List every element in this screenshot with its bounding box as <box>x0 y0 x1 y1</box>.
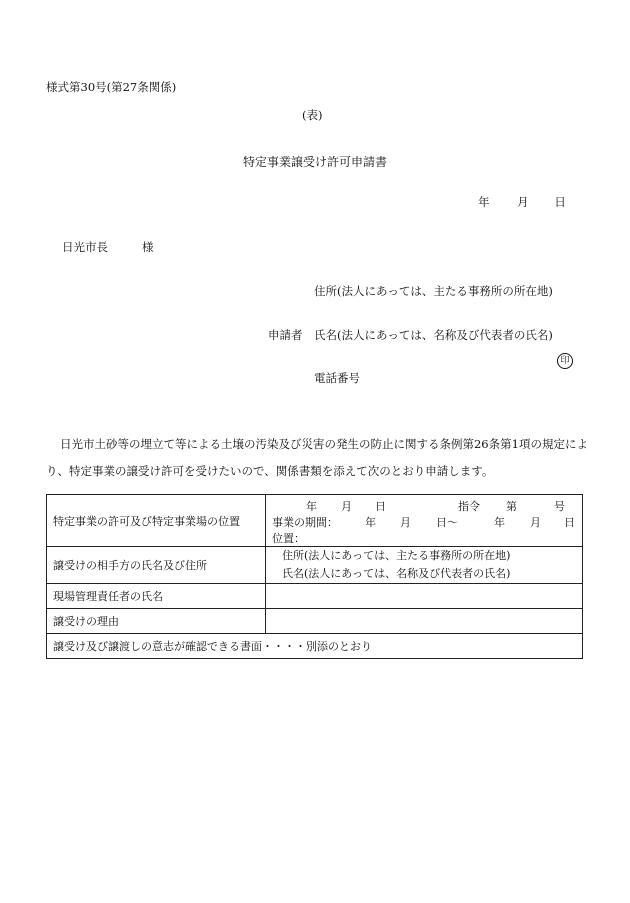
transferor-label: 譲受けの相手方の氏名及び住所 <box>47 547 266 584</box>
addressee <box>62 242 154 254</box>
application-body-text: 日光市土砂等の埋立て等による土壌の汚染及び災害の発生の防止に関する条例第26条第1項の規定により、特定事業の譲受け許可を受けたいので、関係書類を添えて次のとおり申請します。 <box>46 437 588 478</box>
seal-mark: 印 <box>557 353 573 369</box>
location-label: 位置： <box>272 532 305 545</box>
permit-dai: 第 <box>506 500 517 513</box>
period-start-day: 日～ <box>436 516 458 529</box>
permit-label: 特定事業の許可及び特定事業場の位置 <box>47 495 266 547</box>
table-row <box>47 609 583 634</box>
addressee-honorific: 様 <box>142 240 154 254</box>
permit-value <box>266 495 583 547</box>
applicant-address: 住所(法人にあっては、主たる事務所の所在地) <box>314 284 553 298</box>
table-row <box>47 495 583 547</box>
period-end-month: 月 <box>530 516 541 529</box>
period-start-year: 年 <box>365 516 376 529</box>
permit-go: 号 <box>554 500 565 513</box>
addressee-name: 日光市長 <box>62 240 108 254</box>
reason-value <box>266 609 583 634</box>
applicant-name: 氏名(法人にあっては、名称及び代表者の氏名) <box>314 328 553 342</box>
period-label: 事業の期間： <box>272 516 338 529</box>
intent-document-note: 譲受け及び譲渡しの意志が確認できる書面・・・・別添のとおり <box>47 634 583 659</box>
permit-month: 月 <box>341 500 352 513</box>
table-row <box>47 634 583 659</box>
date-year: 年 <box>478 195 490 209</box>
document-title: 特定事業譲受け許可申請書 <box>243 155 388 169</box>
applicant-label: 申請者 <box>268 328 303 342</box>
application-table <box>46 494 583 659</box>
transferor-address: 住所(法人にあっては、主たる事務所の所在地) <box>282 549 511 562</box>
date-line <box>478 197 566 209</box>
period-start-month: 月 <box>400 516 411 529</box>
reason-label: 譲受けの理由 <box>47 609 266 634</box>
period-end-year: 年 <box>494 516 505 529</box>
permit-directive: 指令 <box>458 500 480 513</box>
site-manager-label: 現場管理責任者の氏名 <box>47 584 266 609</box>
date-day: 日 <box>554 195 566 209</box>
form-number: 様式第30号(第27条関係) <box>46 80 177 94</box>
transferor-name: 氏名(法人にあっては、名称及び代表者の氏名) <box>282 567 511 580</box>
period-end-day: 日 <box>564 516 575 529</box>
permit-year: 年 <box>306 500 317 513</box>
transferor-value <box>266 547 583 584</box>
applicant-phone: 電話番号 <box>314 371 360 385</box>
side-label: (表) <box>302 108 323 122</box>
table-row <box>47 584 583 609</box>
permit-day: 日 <box>375 500 386 513</box>
date-month: 月 <box>517 195 529 209</box>
table-row <box>47 547 583 584</box>
site-manager-value <box>266 584 583 609</box>
